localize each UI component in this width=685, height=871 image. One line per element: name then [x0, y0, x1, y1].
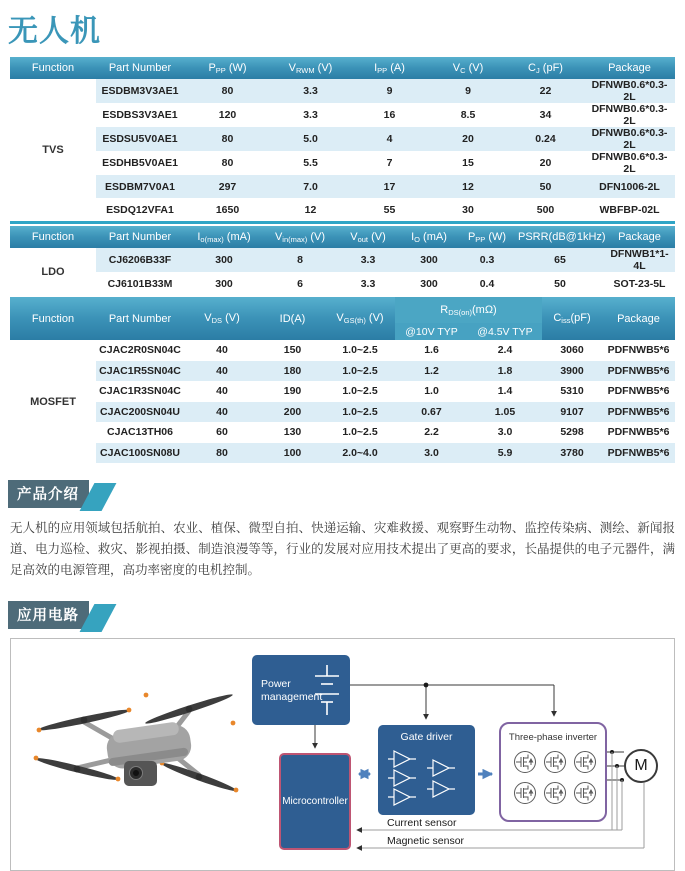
block-label: Gate driver: [400, 731, 453, 743]
cell: 5.9: [468, 443, 542, 464]
section-badge-circuit: [8, 601, 89, 629]
part-number-cell: CJAC13TH06: [107, 426, 173, 439]
cell: DFNWB0.6*0.3-2L: [584, 79, 675, 103]
cell: 120: [218, 109, 237, 121]
column-group-header: $R_{DS(on)}(m\Omega)$: [395, 297, 542, 323]
column-header: $P_{PP}$ (W): [458, 226, 516, 248]
cell: WBFBP-02L: [599, 203, 660, 216]
application-circuit-section: [0, 601, 685, 871]
cell: 40: [216, 385, 228, 398]
part-number-cell: CJAC1R5SN04C: [96, 361, 184, 382]
cell: 16: [383, 109, 396, 121]
cell: 50: [507, 175, 584, 198]
cell: 8: [264, 248, 336, 272]
column-header: Part Number: [96, 57, 184, 79]
cell: 1.0~2.5: [325, 361, 395, 382]
cell: 3.3: [360, 277, 376, 290]
cell: 1.2: [395, 361, 468, 382]
part-number-cell: ESDBM3V3AE1: [96, 79, 184, 103]
column-header: Package: [584, 57, 675, 79]
block-label: Microcontroller: [282, 796, 348, 807]
cell: 1.0: [424, 385, 439, 398]
cell: 1.05: [468, 402, 542, 423]
cell: PDFNWB5*6: [602, 361, 675, 382]
mosfet-icon: [513, 750, 537, 774]
motor-block: [624, 749, 658, 783]
cell: 80: [184, 79, 271, 103]
cell: 17: [350, 175, 429, 198]
intro-paragraph: 无人机的应用领域包括航拍、农业、植保、微型自拍、快递运输、灾难救援、观察野生动物、监控传染病、测绘、新闻报道、电力巡检、救灾、影视拍摄、制造浪漫等等，行业的发展对应用技术提出了更高的要求，长晶提供的电子元器件，满足高效的电源管理，高功率密度的电机控制。: [10, 521, 675, 577]
cell: 300: [420, 277, 438, 290]
cell: 1.4: [497, 385, 513, 398]
column-header: ID(A): [260, 297, 325, 340]
motor-label: M: [634, 757, 648, 774]
column-header: $I_{PP}$ (A): [350, 57, 429, 79]
mosfet-icon: [543, 781, 567, 805]
table-row: [10, 198, 675, 223]
column-header: $V_{out}$ (V): [336, 226, 400, 248]
cell: 1.8: [468, 361, 542, 382]
part-number-cell: CJAC200SN04U: [96, 402, 184, 423]
battery-icon: [310, 663, 344, 717]
mosfet-icon: [543, 750, 567, 774]
part-number-cell: ESDHB5V0AE1: [102, 157, 178, 169]
mosfet-icon: [573, 781, 597, 805]
cell: 190: [283, 385, 302, 398]
table-row: [10, 103, 675, 127]
part-number-cell: CJAC100SN08U: [96, 443, 184, 464]
section-badge-intro: [8, 480, 89, 508]
cell: 5298: [560, 426, 584, 439]
cell: 3.3: [336, 248, 400, 272]
cell: 55: [383, 203, 396, 216]
cell: PDFNWB5*6: [602, 443, 675, 464]
function-cell: TVS: [10, 79, 96, 223]
table-row: [10, 248, 675, 272]
cell: 100: [260, 443, 325, 464]
column-header: $I_O$ (mA): [400, 226, 458, 248]
section-title: 产品介绍: [17, 487, 79, 503]
cell: 9: [350, 79, 429, 103]
amplifier-icon: [378, 747, 475, 813]
mosfet-icons: [510, 750, 600, 805]
cell: PDFNWB5*6: [607, 426, 670, 439]
cell: 9107: [542, 402, 602, 423]
cell: 8.5: [460, 109, 476, 121]
cell: 3.3: [303, 109, 318, 121]
cell: 9: [429, 79, 507, 103]
cell: 7: [386, 157, 393, 169]
cell: 34: [539, 109, 552, 121]
cell: 3.3: [271, 79, 350, 103]
cell: DFNWB1*1-4L: [604, 248, 675, 272]
cell: 1.0~2.5: [342, 344, 378, 357]
product-intro-section: [0, 480, 685, 581]
table-row: [10, 175, 675, 198]
column-header: $V_C$ (V): [429, 57, 507, 79]
column-header: $C_J$ (pF): [507, 57, 584, 79]
cell: 0.24: [507, 127, 584, 151]
column-header: Part Number: [96, 297, 184, 340]
cell: DFNWB0.6*0.3-2L: [591, 103, 668, 127]
cell: 80: [184, 443, 260, 464]
cell: 500: [536, 203, 555, 216]
table-row: [10, 272, 675, 295]
power-management-block: [252, 655, 350, 725]
cell: 3060: [560, 344, 584, 357]
table-row: [10, 127, 675, 151]
column-header: PSRR(dB@1kHz): [516, 226, 604, 248]
ldo-table: [10, 226, 675, 295]
cell: 297: [184, 175, 271, 198]
block-label: Three-phase inverter: [508, 732, 598, 743]
table-row: [10, 443, 675, 464]
column-header: $V_{GS(th)}$ (V): [325, 297, 395, 340]
cell: 80: [221, 157, 234, 169]
mosfet-icon: [513, 781, 537, 805]
spec-tables: [0, 57, 685, 463]
cell: PDFNWB5*6: [602, 402, 675, 423]
cell: SOT-23-5L: [613, 277, 666, 290]
cell: 5310: [560, 385, 584, 398]
microcontroller-block: [279, 753, 351, 850]
cell: 40: [184, 402, 260, 423]
cell: 1.0~2.5: [342, 385, 378, 398]
cell: 150: [283, 344, 302, 357]
cell: 6: [297, 277, 303, 290]
page-title: 无人机: [8, 15, 101, 48]
column-subheader: @10V TYP: [395, 323, 468, 340]
cell: 1.0~2.5: [325, 402, 395, 423]
cell: DFNWB0.6*0.3-2L: [591, 151, 668, 175]
table-row: [10, 361, 675, 382]
tvs-table: [10, 57, 675, 224]
cell: 30: [462, 203, 474, 216]
cell: 80: [184, 127, 271, 151]
cell: 0.3: [458, 248, 516, 272]
column-header: Function: [10, 226, 96, 248]
cell: 20: [429, 127, 507, 151]
cell: 12: [429, 175, 507, 198]
cell: 300: [215, 277, 233, 290]
table-row: [10, 402, 675, 423]
column-header: Package: [602, 297, 675, 340]
cell: 4: [350, 127, 429, 151]
part-number-cell: CJ6206B33F: [96, 248, 184, 272]
part-number-cell: ESDQ12VFA1: [106, 203, 174, 216]
table-row: [10, 340, 675, 361]
cell: DFNWB0.6*0.3-2L: [584, 127, 675, 151]
table-row: [10, 422, 675, 443]
column-header: $I_{o(max)}$ (mA): [184, 226, 264, 248]
cell: 5.0: [271, 127, 350, 151]
three-phase-inverter-block: [499, 722, 607, 822]
block-label: Power management: [261, 678, 323, 703]
cell: 300: [184, 248, 264, 272]
cell: 1.6: [424, 344, 439, 357]
function-cell: MOSFET: [10, 340, 96, 463]
part-number-cell: CJAC1R3SN04C: [99, 385, 181, 398]
column-header: $V_{DS}$ (V): [184, 297, 260, 340]
gate-driver-block: [378, 725, 475, 815]
column-header: $V_{in(max)}$ (V): [264, 226, 336, 248]
column-header: Part Number: [96, 226, 184, 248]
cell: PDFNWB5*6: [607, 344, 670, 357]
drone-image: [29, 665, 239, 840]
mosfet-table: [10, 297, 675, 463]
cell: 60: [216, 426, 228, 439]
cell: 7.0: [271, 175, 350, 198]
magnetic-sensor-label: Magnetic sensor: [387, 835, 465, 847]
cell: 0.67: [395, 402, 468, 423]
function-cell: LDO: [10, 248, 96, 295]
mosfet-icon: [573, 750, 597, 774]
part-number-cell: ESDBS3V3AE1: [102, 109, 178, 121]
cell: 12: [304, 203, 317, 216]
column-header: Package: [604, 226, 675, 248]
cell: 2.4: [497, 344, 513, 357]
section-title: 应用电路: [17, 608, 79, 624]
part-number-cell: CJAC2R0SN04C: [99, 344, 181, 357]
cell: DFN1006-2L: [584, 175, 675, 198]
current-sensor-label: Current sensor: [387, 817, 457, 829]
table-row: [10, 79, 675, 103]
cell: 1650: [215, 203, 240, 216]
cell: 200: [260, 402, 325, 423]
application-circuit-diagram: [10, 638, 675, 871]
column-subheader: @4.5V TYP: [468, 323, 542, 340]
cell: 180: [260, 361, 325, 382]
column-header: $C_{iss}(pF)$: [542, 297, 602, 340]
column-header: Function: [10, 297, 96, 340]
cell: 40: [184, 361, 260, 382]
cell: 3780: [542, 443, 602, 464]
cell: 3.0: [497, 426, 513, 439]
cell: 3.0: [395, 443, 468, 464]
part-number-cell: CJ6101B33M: [107, 277, 173, 290]
cell: PDFNWB5*6: [607, 385, 670, 398]
column-header: $P_{PP}$ (W): [184, 57, 271, 79]
cell: 15: [462, 157, 474, 169]
cell: 20: [539, 157, 552, 169]
table-row: [10, 381, 675, 402]
cell: 1.0~2.5: [342, 426, 378, 439]
cell: 3900: [542, 361, 602, 382]
part-number-cell: ESDSU5V0AE1: [96, 127, 184, 151]
cell: 0.4: [479, 277, 495, 290]
cell: 65: [516, 248, 604, 272]
cell: 130: [283, 426, 302, 439]
cell: 300: [400, 248, 458, 272]
cell: 5.5: [303, 157, 318, 169]
cell: 2.0~4.0: [325, 443, 395, 464]
column-header: $V_{RWM}$ (V): [271, 57, 350, 79]
cell: 40: [216, 344, 228, 357]
part-number-cell: ESDBM7V0A1: [96, 175, 184, 198]
cell: 22: [507, 79, 584, 103]
cell: 2.2: [424, 426, 439, 439]
column-header: Function: [10, 57, 96, 79]
cell: 50: [554, 277, 566, 290]
table-row: [10, 151, 675, 175]
